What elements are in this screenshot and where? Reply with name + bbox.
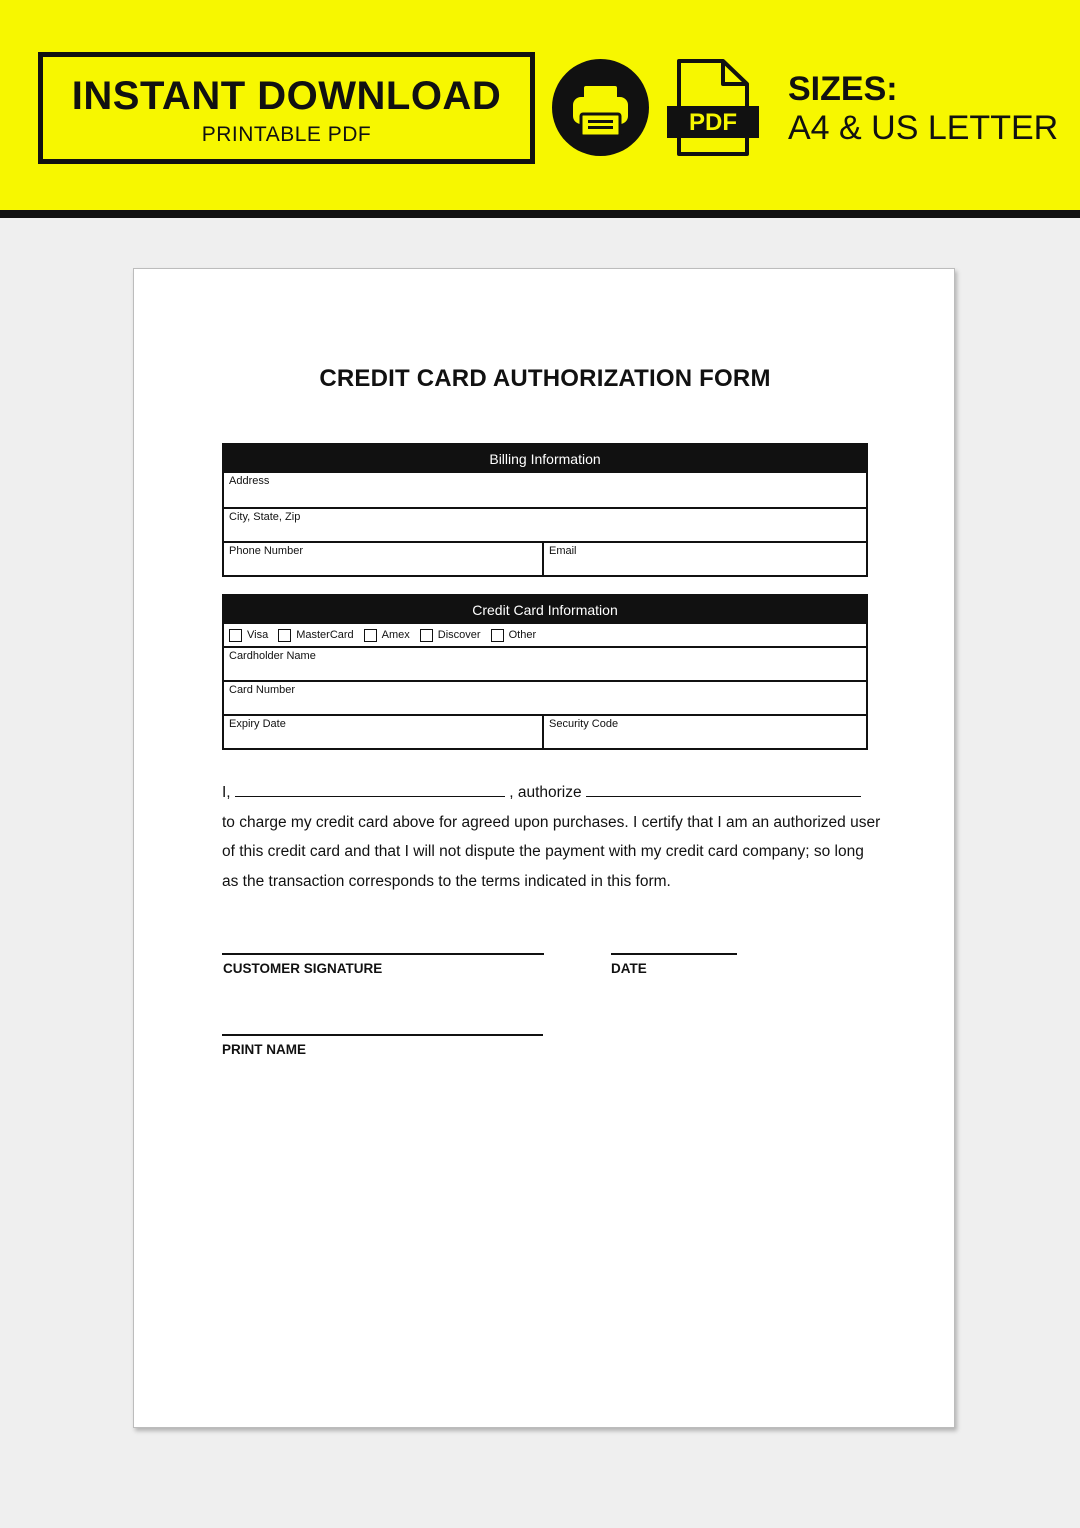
cardholder-field[interactable] [224, 646, 866, 680]
discover-option[interactable] [420, 629, 481, 642]
email-field[interactable] [544, 543, 866, 575]
card-number-field[interactable] [224, 680, 866, 714]
download-subtitle: PRINTABLE PDF [201, 123, 372, 146]
mastercard-label: MasterCard [296, 629, 354, 641]
expiry-security-row [224, 714, 866, 748]
download-title: INSTANT DOWNLOAD [71, 74, 502, 118]
amex-option[interactable] [364, 629, 410, 642]
cardholder-label: Cardholder Name [229, 650, 316, 662]
merchant-name-blank[interactable] [586, 781, 861, 797]
security-label: Security Code [549, 718, 619, 730]
address-field[interactable] [224, 473, 866, 507]
date-label: DATE [611, 961, 647, 976]
statement-prefix: I, [222, 784, 231, 801]
credit-card-information-section [222, 594, 868, 750]
other-label: Other [508, 629, 537, 641]
mastercard-option[interactable] [278, 629, 353, 642]
sizes-value: A4 & US LETTER [788, 109, 1059, 147]
city-state-zip-field[interactable] [224, 507, 866, 541]
discover-label: Discover [437, 629, 481, 641]
banner-divider [0, 210, 1080, 218]
city-label: City, State, Zip [229, 511, 301, 523]
printer-icon [552, 59, 649, 156]
other-checkbox[interactable] [491, 629, 504, 642]
phone-label: Phone Number [229, 545, 303, 557]
card-header: Credit Card Information [224, 596, 866, 624]
pdf-file-icon [665, 58, 761, 158]
discover-checkbox[interactable] [420, 629, 433, 642]
statement-middle: , authorize [509, 784, 582, 801]
visa-label: Visa [247, 629, 269, 641]
statement-body: to charge my credit card above for agreed upon purchases. I certify that I am an authorized user of this credit card and that I will not dispute the payment with my credit card company; so long as the transaction corresponds to the terms indicated in this form. [222, 813, 881, 890]
contact-row [224, 541, 866, 575]
billing-information-section [222, 443, 868, 577]
visa-option[interactable] [229, 629, 268, 642]
pdf-badge-label: PDF [689, 109, 737, 136]
print-name-label: PRINT NAME [222, 1042, 306, 1057]
print-name-line[interactable] [222, 1034, 543, 1036]
signature-label: CUSTOMER SIGNATURE [223, 961, 383, 976]
instant-download-box [38, 52, 535, 164]
amex-checkbox[interactable] [364, 629, 377, 642]
amex-label: Amex [381, 629, 410, 641]
email-label: Email [549, 545, 577, 557]
other-option[interactable] [491, 629, 537, 642]
date-line[interactable] [611, 953, 737, 955]
billing-header: Billing Information [224, 445, 866, 473]
card-number-label: Card Number [229, 684, 296, 696]
authorization-statement [222, 778, 882, 896]
expiry-field[interactable] [224, 716, 544, 748]
phone-field[interactable] [224, 543, 544, 575]
security-code-field[interactable] [544, 716, 866, 748]
customer-name-blank[interactable] [235, 781, 505, 797]
expiry-label: Expiry Date [229, 718, 286, 730]
sizes-label: SIZES: [788, 70, 898, 108]
visa-checkbox[interactable] [229, 629, 242, 642]
mastercard-checkbox[interactable] [278, 629, 291, 642]
signature-line[interactable] [222, 953, 544, 955]
card-type-row [224, 624, 866, 646]
form-title: CREDIT CARD AUTHORIZATION FORM [319, 365, 771, 392]
address-label: Address [229, 475, 270, 487]
